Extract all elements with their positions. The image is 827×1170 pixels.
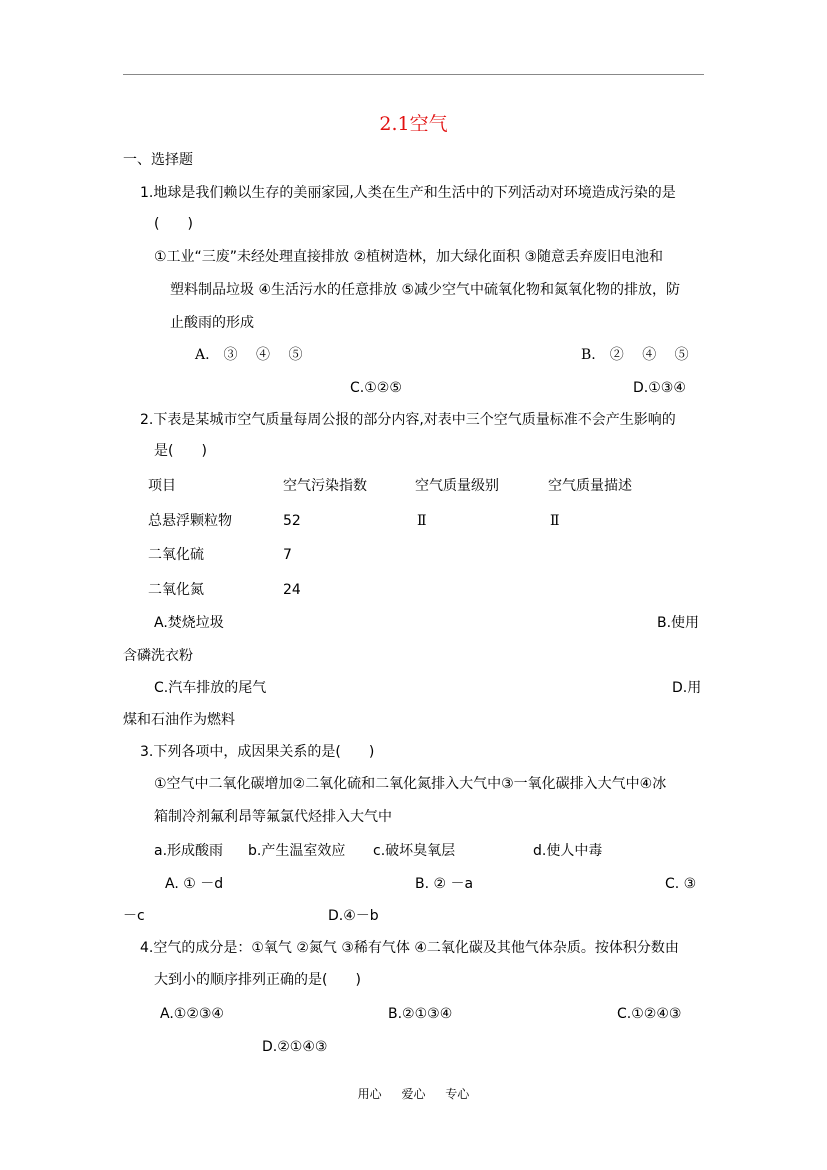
table-header: 项目 (148, 478, 176, 494)
table-cell: Ⅱ (550, 513, 560, 529)
section-heading: 一、选择题 (123, 152, 193, 168)
table-cell: 52 (283, 513, 301, 529)
q4-option-a: A.①②③④ (160, 1006, 224, 1022)
q4-option-b: B.②①③④ (388, 1006, 453, 1022)
q1-option-b: B. ② ④ ⑤ (581, 347, 689, 363)
q4-stem-line1: 4.空气的成分是：①氧气 ②氮气 ③稀有气体 ④二氧化碳及其他气体杂质。按体积分数由 (140, 940, 679, 956)
table-header: 空气质量级别 (415, 478, 499, 494)
q3-stem: 3.下列各项中，成因果关系的是( ) (140, 744, 375, 760)
table-cell: Ⅱ (417, 513, 427, 529)
q2-option-d-continued: 煤和石油作为燃料 (123, 712, 235, 728)
table-cell: 24 (283, 582, 301, 598)
q3-option-c: C. ③ (665, 876, 697, 892)
q3-effect-d: d.使人中毒 (533, 843, 603, 859)
q3-effect-a: a.形成酸雨 (154, 843, 224, 859)
q4-option-c: C.①②④③ (617, 1006, 682, 1022)
q4-stem-line2: 大到小的顺序排列正确的是( ) (154, 972, 361, 988)
table-cell: 二氧化氮 (148, 582, 204, 598)
q2-option-b: B.使用 (657, 615, 700, 631)
q2-stem-line2: 是( ) (154, 443, 207, 459)
q3-effect-c: c.破坏臭氧层 (373, 843, 456, 859)
page-title: 2.1空气 (379, 113, 448, 135)
q2-option-a: A.焚烧垃圾 (154, 615, 224, 631)
q1-items-line2: 塑料制品垃圾 ④生活污水的任意排放 ⑤减少空气中硫氧化物和氮氧化物的排放，防 (170, 282, 680, 298)
table-cell: 7 (283, 547, 292, 563)
table-header: 空气污染指数 (283, 478, 367, 494)
q1-option-d: D.①③④ (633, 380, 686, 396)
table-cell: 二氧化硫 (148, 547, 204, 563)
q2-option-c: C.汽车排放的尾气 (154, 680, 267, 696)
table-header: 空气质量描述 (548, 478, 632, 494)
header-rule (123, 74, 704, 75)
q1-stem-line2: ( ) (154, 216, 193, 232)
q1-option-c: C.①②⑤ (350, 380, 402, 396)
q1-items-line1: ①工业“三废”未经处理直接排放 ②植树造林，加大绿化面积 ③随意丢弃废旧电池和 (154, 249, 664, 265)
q2-option-b-continued: 含磷洗衣粉 (123, 648, 193, 664)
q1-option-a: A. ③ ④ ⑤ (195, 347, 303, 363)
q1-items-line3: 止酸雨的形成 (170, 315, 254, 331)
q1-stem-line1: 1.地球是我们赖以生存的美丽家园,人类在生产和生活中的下列活动对环境造成污染的是 (140, 185, 676, 201)
q3-items-line2: 箱制冷剂氟利昂等氟氯代烃排入大气中 (154, 809, 392, 825)
q3-effect-b: b.产生温室效应 (248, 843, 346, 859)
q3-option-b: B. ② －a (415, 876, 474, 892)
q3-option-c-continued: －c (123, 908, 145, 924)
q2-stem-line1: 2.下表是某城市空气质量每周公报的部分内容,对表中三个空气质量标准不会产生影响的 (140, 412, 676, 428)
q4-option-d: D.②①④③ (262, 1039, 328, 1055)
q3-option-a: A. ① －d (165, 876, 224, 892)
q3-option-d: D.④－b (328, 908, 379, 924)
q2-option-d: D.用 (672, 680, 702, 696)
q3-items-line1: ①空气中二氧化碳增加②二氧化硫和二氧化氮排入大气中③一氧化碳排入大气中④冰 (154, 776, 667, 792)
table-cell: 总悬浮颗粒物 (148, 513, 232, 529)
page-footer: 用心 爱心 专心 (357, 1087, 470, 1101)
